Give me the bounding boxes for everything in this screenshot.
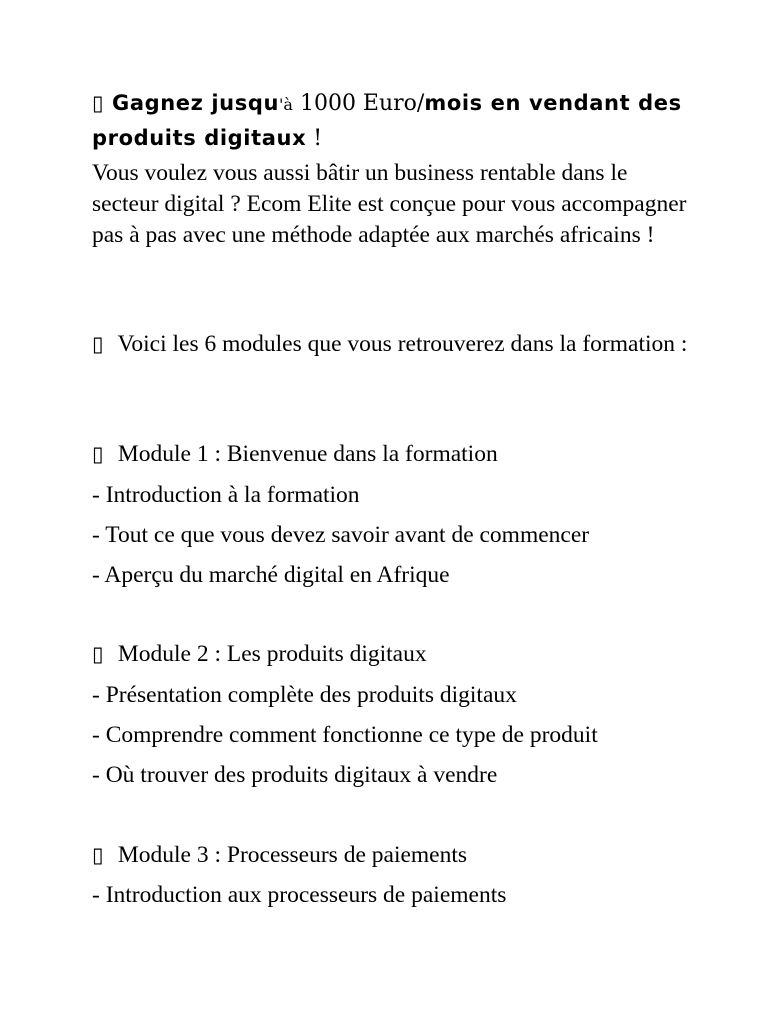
module-item: - Présentation complète des produits digitaux <box>92 682 517 708</box>
title-part-exclamation: ! <box>306 126 323 151</box>
modules-intro <box>92 329 692 360</box>
title-part-a: à <box>283 95 293 114</box>
placeholder-symbol-icon: ▯ <box>92 332 104 356</box>
title-apostrophe: ' <box>279 95 284 114</box>
module-item: - Tout ce que vous devez savoir avant de commencer <box>92 522 590 548</box>
module-item: - Comprendre comment fonctionne ce type de produit <box>92 722 598 748</box>
module-title-text: Module 3 : Processeurs de paiements <box>112 842 468 868</box>
page-title <box>92 86 692 155</box>
intro-paragraph: Vous voulez vous aussi bâtir un business rentable dans le secteur digital ? Ecom Elite est conçue pour vous accompagner pas à pas avec une méthode adaptée aux marchés africains ! <box>92 160 687 248</box>
module-title <box>92 439 732 469</box>
placeholder-symbol-icon: ▯ <box>92 442 104 466</box>
module-title <box>92 639 732 669</box>
module-item: - Où trouver des produits digitaux à vendre <box>92 762 498 788</box>
title-part-amount: 1000 Euro/ <box>292 91 425 116</box>
placeholder-symbol-icon: ▯ <box>92 642 104 666</box>
placeholder-symbol-icon: ▯ <box>92 91 104 115</box>
title-part-produits: mois en vendant des produits digitaux <box>92 91 682 150</box>
title-part-gagnez: Gagnez jusqu <box>112 91 279 115</box>
module-title <box>92 840 732 870</box>
module-item: - Introduction aux processeurs de paiements <box>92 882 507 908</box>
module-item: - Introduction à la formation <box>92 482 360 508</box>
placeholder-symbol-icon: ▯ <box>92 843 104 867</box>
module-item: - Aperçu du marché digital en Afrique <box>92 562 450 588</box>
module-title-text: Module 1 : Bienvenue dans la formation <box>112 441 498 467</box>
modules-intro-text: Voici les 6 modules que vous retrouverez dans la formation : <box>112 331 688 357</box>
module-title-text: Module 2 : Les produits digitaux <box>112 641 427 667</box>
